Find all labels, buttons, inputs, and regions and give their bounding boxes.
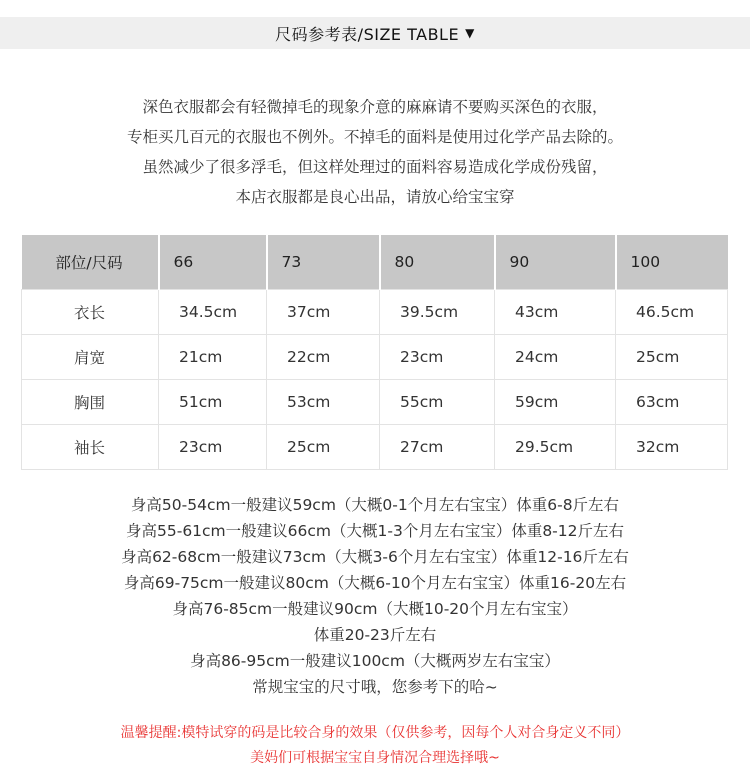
table-cell: 59cm [495, 380, 616, 425]
table-cell: 24cm [495, 335, 616, 380]
table-cell: 34.5cm [159, 290, 267, 335]
notice-line: 美妈们可根据宝宝自身情况合理选择哦~ [250, 750, 500, 766]
size-recommendations [0, 492, 750, 700]
table-cell: 29.5cm [495, 425, 616, 470]
table-header-row [22, 235, 728, 290]
recommendation-line: 身高62-68cm一般建议73cm（大概3-6个月左右宝宝）体重12-16斤左右 [121, 548, 629, 566]
header-cell-size: 80 [380, 235, 495, 290]
table-cell: 37cm [267, 290, 380, 335]
recommendation-line: 常规宝宝的尺寸哦，您参考下的哈~ [252, 678, 498, 696]
intro-line: 专柜买几百元的衣服也不例外。不掉毛的面料是使用过化学产品去除的。 [126, 128, 623, 146]
intro-line: 本店衣服都是良心出品，请放心给宝宝穿 [235, 188, 515, 206]
intro-line: 虽然减少了很多浮毛，但这样处理过的面料容易造成化学成份残留， [142, 158, 608, 176]
dropdown-triangle-icon: ▼ [465, 26, 475, 40]
table-row [22, 380, 728, 425]
table-row [22, 290, 728, 335]
table-cell: 23cm [380, 335, 495, 380]
header-cell-size: 90 [495, 235, 616, 290]
table-cell: 32cm [616, 425, 728, 470]
header-cell-size: 100 [616, 235, 728, 290]
reminder-notice [0, 721, 750, 771]
table-cell: 22cm [267, 335, 380, 380]
row-label: 胸围 [22, 380, 159, 425]
page-title: 尺码参考表/SIZE TABLE [275, 24, 460, 44]
row-label: 肩宽 [22, 335, 159, 380]
row-label: 袖长 [22, 425, 159, 470]
intro-line: 深色衣服都会有轻微掉毛的现象介意的麻麻请不要购买深色的衣服， [142, 98, 608, 116]
table-cell: 46.5cm [616, 290, 728, 335]
table-row [22, 335, 728, 380]
table-cell: 43cm [495, 290, 616, 335]
recommendation-line: 身高69-75cm一般建议80cm（大概6-10个月左右宝宝）体重16-20左右 [123, 574, 627, 592]
intro-text [0, 92, 750, 212]
table-cell: 21cm [159, 335, 267, 380]
header-cell-size: 66 [159, 235, 267, 290]
recommendation-line: 体重20-23斤左右 [313, 626, 437, 644]
recommendation-line: 身高76-85cm一般建议90cm（大概10-20个月左右宝宝） [172, 600, 578, 618]
size-table [21, 235, 728, 470]
notice-line: 温馨提醒:模特试穿的码是比较合身的效果（仅供参考，因每个人对合身定义不同） [120, 725, 630, 741]
recommendation-line: 身高50-54cm一般建议59cm（大概0-1个月左右宝宝）体重6-8斤左右 [130, 496, 620, 514]
table-cell: 25cm [616, 335, 728, 380]
table-cell: 27cm [380, 425, 495, 470]
recommendation-line: 身高55-61cm一般建议66cm（大概1-3个月左右宝宝）体重8-12斤左右 [126, 522, 624, 540]
table-cell: 63cm [616, 380, 728, 425]
table-cell: 53cm [267, 380, 380, 425]
header-cell-size: 73 [267, 235, 380, 290]
header-cell-part-size: 部位/尺码 [22, 235, 159, 290]
table-cell: 23cm [159, 425, 267, 470]
recommendation-line: 身高86-95cm一般建议100cm（大概两岁左右宝宝） [190, 652, 560, 670]
table-cell: 55cm [380, 380, 495, 425]
table-row [22, 425, 728, 470]
table-cell: 39.5cm [380, 290, 495, 335]
table-cell: 25cm [267, 425, 380, 470]
title-bar [0, 17, 750, 49]
row-label: 衣长 [22, 290, 159, 335]
table-cell: 51cm [159, 380, 267, 425]
